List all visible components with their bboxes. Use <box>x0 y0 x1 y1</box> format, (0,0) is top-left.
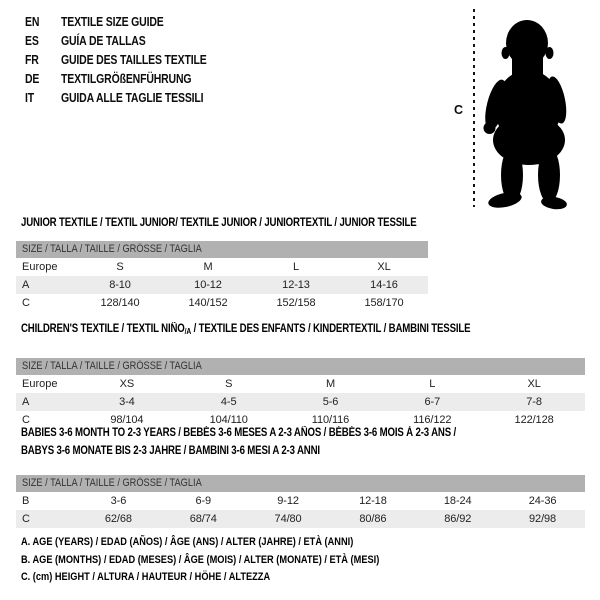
language-title: TEXTILE SIZE GUIDE <box>61 15 164 29</box>
cell: 5-6 <box>322 396 339 408</box>
language-row-de <box>25 70 234 89</box>
table-row-a <box>16 276 428 294</box>
row-label: Europe <box>22 261 58 273</box>
cell: 80/86 <box>359 513 387 525</box>
language-row-fr <box>25 51 234 70</box>
toddler-silhouette-icon <box>483 7 571 212</box>
cell: S <box>225 378 233 390</box>
height-dashed-line <box>473 9 475 207</box>
cell: 3-4 <box>119 396 135 408</box>
language-title: TEXTILGRÖßENFÜHRUNG <box>61 72 192 86</box>
language-code: FR <box>25 53 39 67</box>
table-row-europe <box>16 375 585 393</box>
cell: 6-7 <box>424 396 441 408</box>
cell: 12-18 <box>359 495 387 507</box>
cell: 7-8 <box>526 396 542 408</box>
language-title: GUIDA ALLE TAGLIE TESSILI <box>61 91 204 105</box>
cell: 8-10 <box>109 279 131 291</box>
language-title: GUIDE DES TAILLES TEXTILE <box>61 53 207 67</box>
size-header-bar: SIZE / TALLA / TAILLE / GRÖSSE / TAGLIA <box>16 475 585 492</box>
row-label: A <box>22 279 30 291</box>
cell: M <box>325 378 336 390</box>
row-label: C <box>22 513 30 525</box>
table-row-b <box>16 492 585 510</box>
cell: XL <box>377 261 391 273</box>
language-row-es <box>25 32 234 51</box>
table-title: CHILDREN'S TEXTILE / TEXTIL $NIÑO_{/A}$ / TEXTILE DES ENFANTS / KINDERTEXTIL / BAMBINI TESSILE <box>21 323 471 336</box>
cell: 3-6 <box>110 495 127 507</box>
language-title: GUÍA DE TALLAS <box>61 34 146 48</box>
cell: 9-12 <box>277 495 299 507</box>
cell: 98/104 <box>110 414 144 426</box>
cell: 128/140 <box>100 297 140 309</box>
cell: 92/98 <box>529 513 557 525</box>
footnote-c: C. (cm) HEIGHT / ALTURA / HAUTEUR / HÖHE / ALTEZZA <box>21 571 271 583</box>
cell: 86/92 <box>444 513 472 525</box>
size-header-bar: SIZE / TALLA / TAILLE / GRÖSSE / TAGLIA <box>16 241 428 258</box>
size-header-bar: SIZE / TALLA / TAILLE / GRÖSSE / TAGLIA <box>16 358 585 375</box>
row-label: Europe <box>22 378 58 390</box>
size-table-junior <box>16 214 428 312</box>
cell: 24-36 <box>528 495 557 507</box>
table-row-europe <box>16 258 428 276</box>
language-row-en <box>25 13 234 32</box>
cell: 104/110 <box>209 414 248 426</box>
cell: 62/68 <box>104 513 132 525</box>
table-row-c <box>16 294 428 312</box>
row-label: A <box>22 396 30 408</box>
footnote-a: A. AGE (YEARS) / EDAD (AÑOS) / ÂGE (ANS) / ALTER (JAHRE) / ETÀ (ANNI) <box>21 536 354 548</box>
cell: 18-24 <box>443 495 472 507</box>
cell: 116/122 <box>413 414 452 426</box>
cell: 12-13 <box>282 279 310 291</box>
table-title: JUNIOR TEXTILE / TEXTIL JUNIOR/ TEXTILE JUNIOR / JUNIORTEXTIL / JUNIOR TESSILE <box>21 217 417 229</box>
cell: L <box>292 261 300 273</box>
row-label: C <box>22 414 30 426</box>
cell: 4-5 <box>220 396 237 408</box>
language-header <box>25 13 234 108</box>
cell: XL <box>527 378 541 390</box>
cell: 140/152 <box>188 297 228 309</box>
figure-height-label: C <box>454 103 464 117</box>
cell: L <box>429 378 436 390</box>
language-row-it <box>25 89 234 108</box>
table-row-a <box>16 393 585 411</box>
cell: 10-12 <box>194 279 222 291</box>
cell: S <box>116 261 124 273</box>
cell: 152/158 <box>276 297 316 309</box>
cell: XS <box>119 378 135 390</box>
language-code: ES <box>25 34 39 48</box>
cell: 110/116 <box>311 414 350 426</box>
size-table-children <box>16 320 585 429</box>
cell: 74/80 <box>274 513 302 525</box>
cell: 122/128 <box>514 414 554 426</box>
cell: 68/74 <box>189 513 217 525</box>
cell: 6-9 <box>195 495 212 507</box>
language-code: IT <box>25 91 35 105</box>
table-row-c <box>16 510 585 528</box>
size-table-babies <box>16 424 585 528</box>
footnotes <box>21 534 448 587</box>
cell: M <box>203 261 213 273</box>
cell: 14-16 <box>370 279 398 291</box>
cell: 158/170 <box>364 297 404 309</box>
row-label: B <box>22 495 30 507</box>
footnote-b: B. AGE (MONTHS) / EDAD (MESES) / ÂGE (MOIS) / ALTER (MONATE) / ETÀ (MESI) <box>21 553 380 566</box>
language-code: DE <box>25 72 40 86</box>
row-label: C <box>22 297 30 309</box>
table-title: BABIES 3-6 MONTH TO 2-3 YEARS / BEBÉS 3-6 MESES A 2-3 AÑOS / BÉBÉS 3-6 MOIS À 2-3 ANS / BABYS 3-6 MONATE BIS 2-3 JAHRE / BAMBINI 3-6 MESI A 2-3 ANNI <box>21 427 457 457</box>
language-code: EN <box>25 15 40 29</box>
